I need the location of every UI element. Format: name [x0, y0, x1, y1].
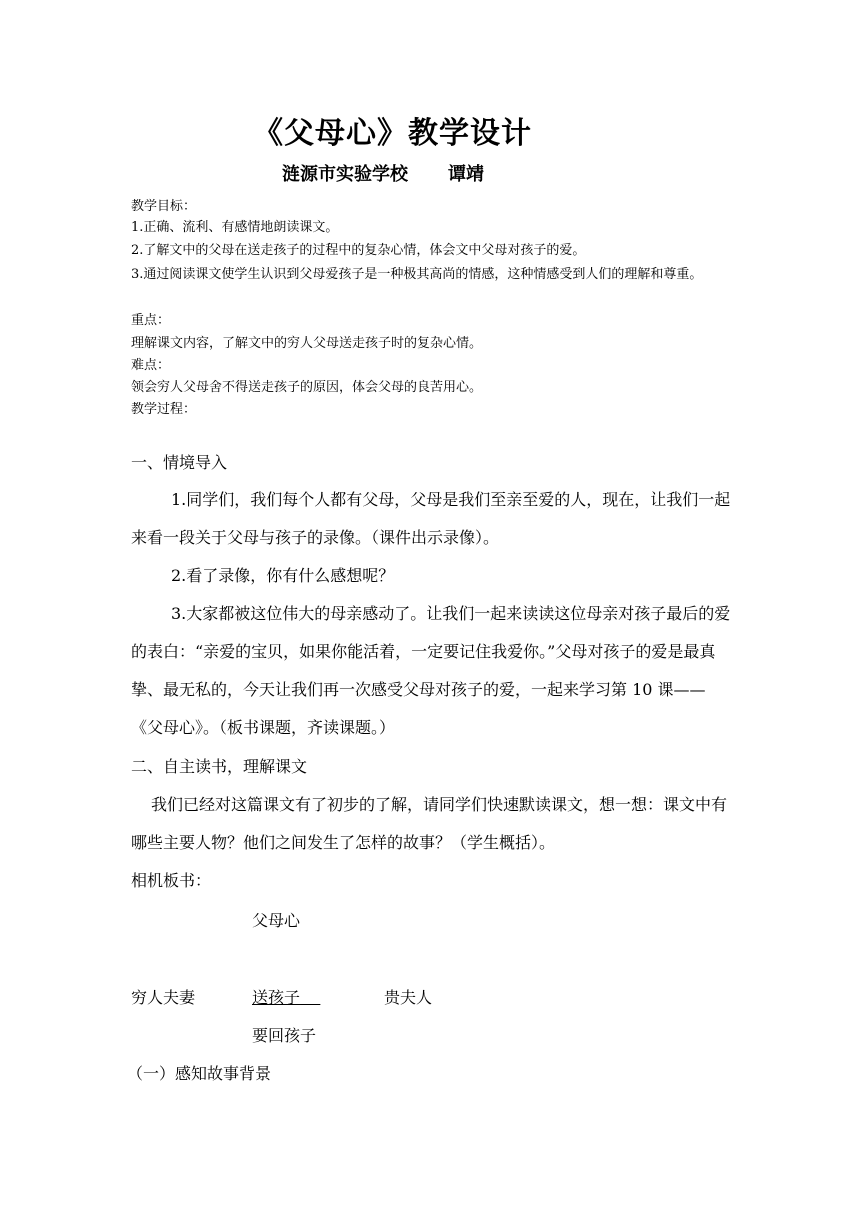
subsection-1-heading: （一）感知故事背景 — [127, 1064, 272, 1083]
section-1-paragraph-3: 3.大家都被这位伟大的母亲感动了。让我们一起来读读这位母亲对孩子最后的爱的表白：“亲爱的宝贝，如果你能活着，一定要记住我爱你。”父母对孩子的爱是最真挚、最无私的，今天让我们再一次感受父母对孩子的爱，一起来学习第 10 课——《父母心》。（板书课题，齐读课题。） — [131, 604, 731, 737]
goal-item-3: 3.通过阅读课文使学生认识到父母爱孩子是一种极其高尚的情感，这种情感受到人们的理解和尊重。 — [131, 267, 703, 282]
board-right: 贵夫人 — [384, 988, 433, 1007]
board-left: 穷人夫妻 — [131, 988, 196, 1007]
goals-heading: 教学目标： — [131, 199, 197, 214]
key-text: 理解课文内容，了解文中的穷人父母送走孩子时的复杂心情。 — [131, 336, 483, 351]
author-name: 谭靖 — [448, 164, 484, 185]
board-title: 父母心 — [252, 911, 301, 930]
key-heading: 重点： — [131, 313, 171, 328]
board-bottom: 要回孩子 — [252, 1026, 317, 1045]
board-heading: 相机板书： — [131, 871, 212, 890]
difficulty-text: 领会穷人父母舍不得送走孩子的原因，体会父母的良苦用心。 — [131, 380, 483, 395]
process-heading: 教学过程： — [131, 402, 197, 417]
section-1-paragraph-1: 1.同学们，我们每个人都有父母，父母是我们至亲至爱的人，现在，让我们一起来看一段关于父母与孩子的录像。（课件出示录像）。 — [131, 490, 731, 547]
board-middle-text: 送孩子 — [252, 988, 301, 1007]
goal-item-1: 1.正确、流利、有感情地朗读课文。 — [131, 220, 339, 235]
document-title: 《父母心》教学设计 — [253, 116, 532, 151]
section-2-heading: 二、自主读书，理解课文 — [131, 757, 308, 776]
document-byline — [282, 160, 484, 186]
goal-item-2: 2.了解文中的父母在送走孩子的过程中的复杂心情，体会文中父母对孩子的爱。 — [131, 243, 586, 258]
board-middle — [252, 979, 320, 1017]
school-name: 涟源市实验学校 — [282, 164, 408, 185]
section-1-paragraph-2: 2.看了录像，你有什么感想呢？ — [171, 566, 395, 585]
section-2-paragraph-1: 我们已经对这篇课文有了初步的了解，请同学们快速默读课文，想一想：课文中有哪些主要人物？他们之间发生了怎样的故事？（学生概括）。 — [131, 795, 728, 852]
section-1-heading: 一、情境导入 — [131, 453, 228, 472]
difficulty-heading: 难点： — [131, 358, 171, 373]
